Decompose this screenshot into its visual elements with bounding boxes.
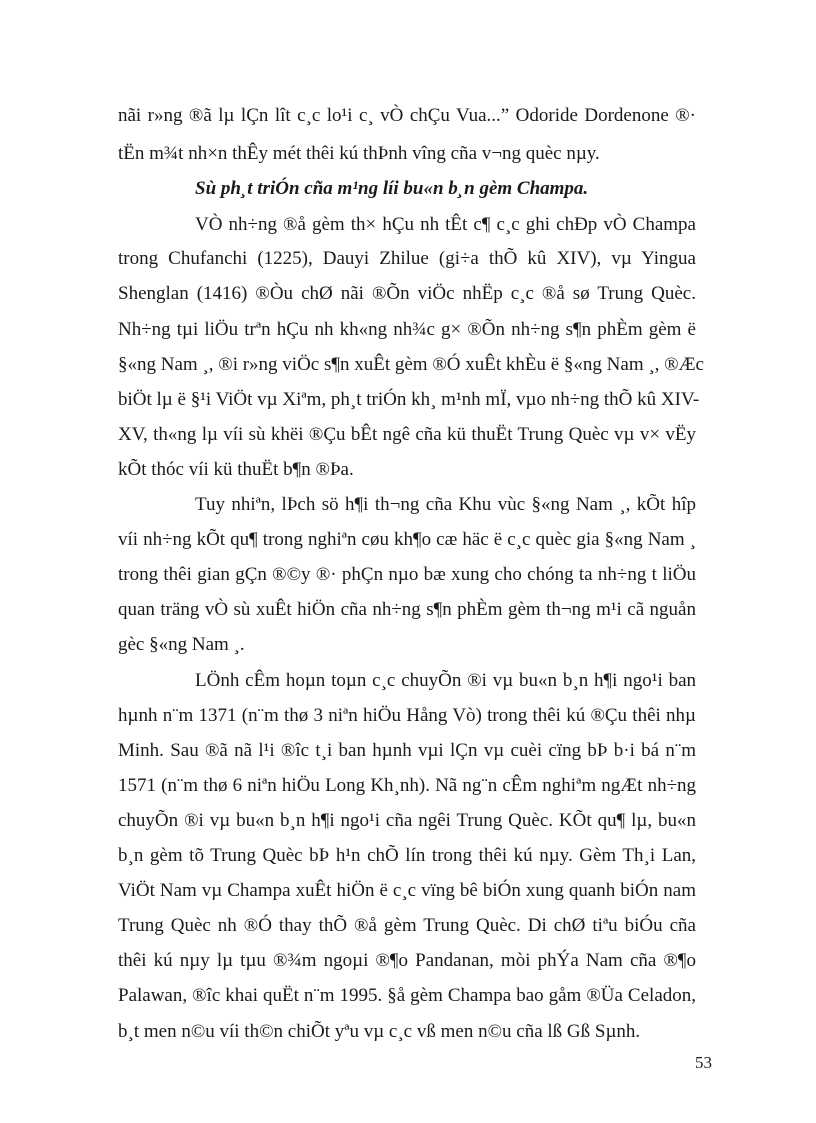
text-line: XV, th«ng lµ víi sù khëi ®Çu bÊt ngê cña kü thuËt Trung Quèc vµ v× vËy [118, 424, 696, 445]
text-line: quan träng vÒ sù xuÊt hiÖn cña nh÷ng s¶n phÈm gèm th¬ng m¹i cã nguån [118, 599, 696, 620]
text-line: VÒ nh÷ng ®å gèm th× hÇu nh tÊt c¶ c¸c ghi chÐp vÒ Champa [195, 214, 696, 235]
text-line: b¸n gèm tõ Trung Quèc bÞ h¹n chÕ lín trong thêi kú nµy. Gèm Th¸i Lan, [118, 845, 696, 866]
text-line: Palawan, ®îc khai quËt n¨m 1995. §å gèm Champa bao gåm ®Üa Celadon, [118, 985, 696, 1006]
text-line: trong thêi gian gÇn ®©y ®· phÇn nµo bæ xung cho chóng ta nh÷ng t liÖu [118, 564, 696, 585]
text-line: nãi r»ng ®ã lµ lÇn lît c¸c lo¹i c¸ vÒ chÇu Vua...” Odoride Dordenone ®· [118, 105, 696, 126]
text-line: chuyÕn ®i vµ bu«n b¸n h¶i ngo¹i cña ngêi Trung Quèc. KÕt qu¶ lµ, bu«n [118, 810, 696, 831]
text-line: Nh÷ng tµi liÖu trªn hÇu nh kh«ng nh¾c g× ®Õn nh÷ng s¶n phÈm gèm ë [118, 319, 696, 340]
text-line: kÕt thóc víi kü thuËt b¶n ®Þa. [118, 459, 354, 480]
text-line: Tuy nhiªn, lÞch sö h¶i th¬ng cña Khu vùc §«ng Nam ¸, kÕt hîp [195, 494, 696, 515]
text-line: thêi kú nµy lµ tµu ®¾m ngoµi ®¶o Pandanan, mòi phÝa Nam cña ®¶o [118, 950, 696, 971]
text-line: biÖt lµ ë §¹i ViÖt vµ Xiªm, ph¸t triÓn kh¸ m¹nh mÏ, vµo nh÷ng thÕ kû XIV- [118, 389, 700, 410]
text-line: ViÖt Nam vµ Champa xuÊt hiÖn ë c¸c vïng bê biÓn xung quanh biÓn nam [118, 880, 696, 901]
text-line: tËn m¾t nh×n thÊy mét thêi kú thÞnh vîng cña v¬ng quèc nµy. [118, 143, 600, 164]
text-line: Shenglan (1416) ®Òu chØ nãi ®Õn viÖc nhËp c¸c ®å sø Trung Quèc. [118, 283, 696, 304]
text-line: Trung Quèc nh ®Ó thay thÕ ®å gèm Trung Quèc. Di chØ tiªu biÓu cña [118, 915, 696, 936]
text-line: hµnh n¨m 1371 (n¨m thø 3 niªn hiÖu Hång Vò) trong thêi kú ®Çu thêi nhµ [118, 705, 696, 726]
text-line: trong Chufanchi (1225), Dauyi Zhilue (gi÷a thÕ kû XIV), vµ Yingua [118, 248, 696, 269]
text-line: gèc §«ng Nam ¸. [118, 634, 245, 655]
text-line: LÖnh cÊm hoµn toµn c¸c chuyÕn ®i vµ bu«n b¸n h¶i ngo¹i ban [195, 670, 696, 691]
section-heading: Sù ph¸t triÓn cña m¹ng líi bu«n b¸n gèm Champa. [195, 178, 589, 199]
text-line: Minh. Sau ®ã nã l¹i ®îc t¸i ban hµnh vµi lÇn vµ cuèi cïng bÞ b·i bá n¨m [118, 740, 696, 761]
text-line: b¸t men n©u víi th©n chiÕt yªu vµ c¸c vß men n©u cña lß Gß Sµnh. [118, 1021, 641, 1042]
text-line: §«ng Nam ¸, ®i r»ng viÖc s¶n xuÊt gèm ®Ó xuÊt khÈu ë §«ng Nam ¸, ®Æc [118, 354, 704, 375]
page-number: 53 [695, 1053, 712, 1072]
text-line: 1571 (n¨m thø 6 niªn hiÖu Long Kh¸nh). Nã ng¨n cÊm nghiªm ngÆt nh÷ng [118, 775, 696, 796]
text-line: víi nh÷ng kÕt qu¶ trong nghiªn cøu kh¶o cæ häc ë c¸c quèc gia §«ng Nam ¸ [118, 529, 696, 550]
